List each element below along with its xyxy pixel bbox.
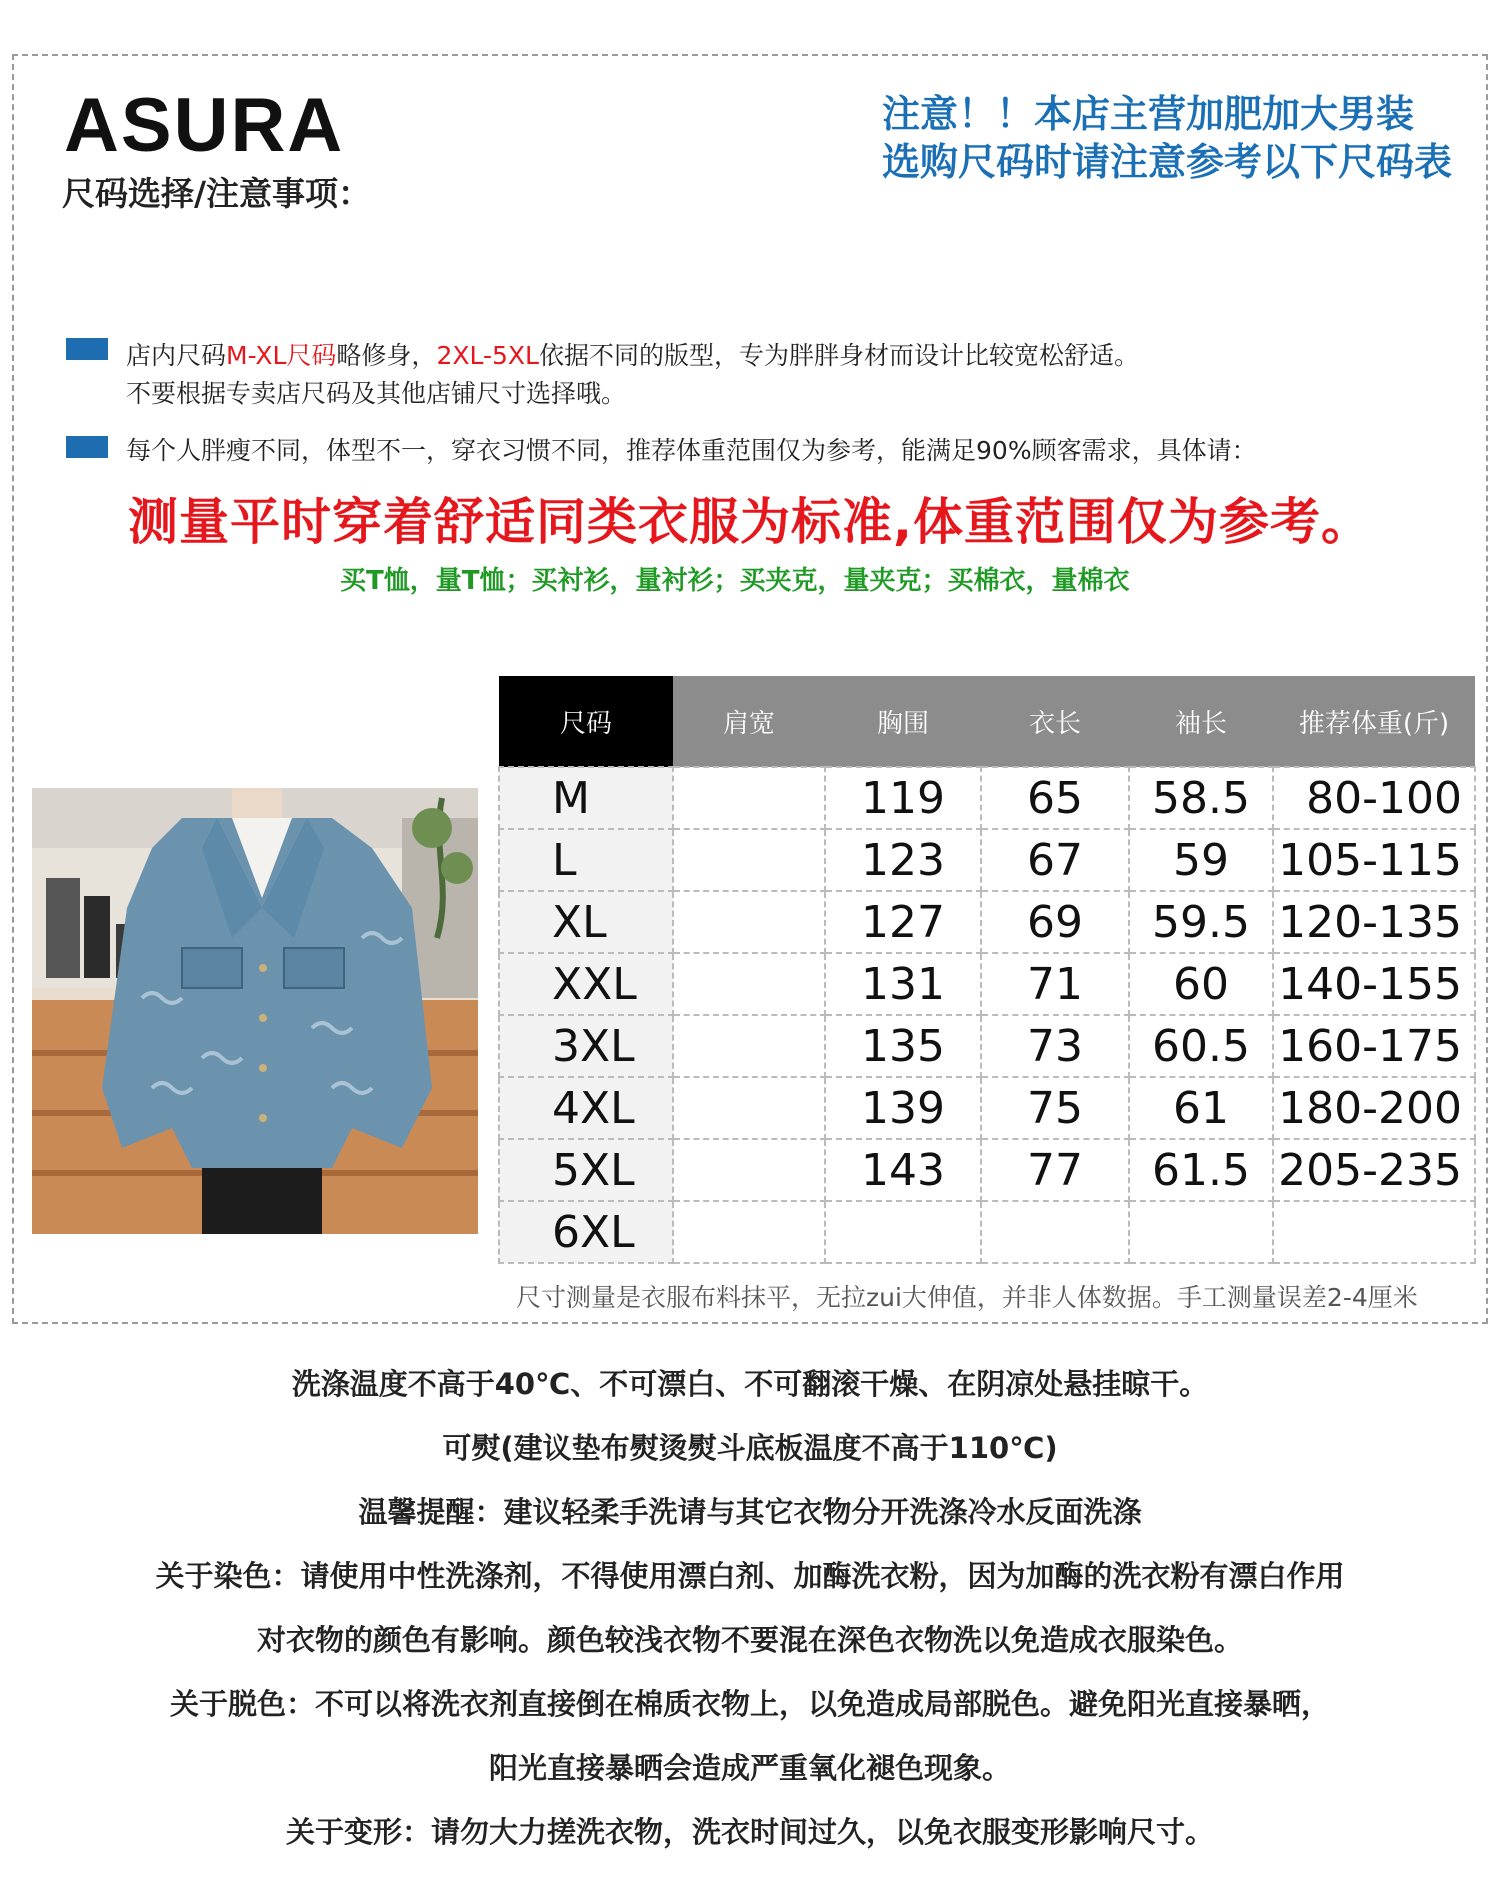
measurement-emphasis: 测量平时穿着舒适同类衣服为标准,体重范围仅为参考。 <box>128 493 1372 551</box>
cell-sleeve: 59 <box>1129 829 1273 891</box>
cell-size: M <box>499 767 673 829</box>
size-table-header <box>499 676 1475 767</box>
cell-weight: 140-155 <box>1273 953 1475 1015</box>
cell-shoulder <box>673 1139 825 1201</box>
store-notice <box>882 90 1452 186</box>
fit-text-1: 店内尺码 <box>126 341 227 370</box>
cell-shoulder <box>673 1015 825 1077</box>
care-line-4: 关于染色：请使用中性洗涤剂，不得使用漂白剂、加酶洗衣粉，因为加酶的洗衣粉有漂白作用 <box>155 1559 1345 1593</box>
table-row <box>499 1015 1475 1077</box>
cell-weight: 120-135 <box>1273 891 1475 953</box>
cell-sleeve <box>1129 1201 1273 1263</box>
cell-chest: 143 <box>825 1139 981 1201</box>
cell-chest: 119 <box>825 767 981 829</box>
care-line-5: 对衣物的颜色有影响。颜色较浅衣物不要混在深色衣物洗以免造成衣服染色。 <box>256 1623 1243 1657</box>
size-fit-note-2: 不要根据专卖店尺码及其他店铺尺寸选择哦。 <box>126 379 627 408</box>
cell-weight: 180-200 <box>1273 1077 1475 1139</box>
cell-weight: 105-115 <box>1273 829 1475 891</box>
care-line-2: 可熨(建议垫布熨烫熨斗底板温度不高于110℃) <box>442 1431 1058 1465</box>
cell-size: 6XL <box>499 1201 673 1263</box>
cell-shoulder <box>673 829 825 891</box>
product-photo <box>32 788 478 1234</box>
cell-shoulder <box>673 1077 825 1139</box>
care-line-6: 关于脱色：不可以将洗衣剂直接倒在棉质衣物上，以免造成局部脱色。避免阳光直接暴晒， <box>169 1687 1330 1721</box>
cell-length: 65 <box>981 767 1129 829</box>
table-row <box>499 1077 1475 1139</box>
cell-weight <box>1273 1201 1475 1263</box>
care-line-1: 洗涤温度不高于40℃、不可漂白、不可翻滚干燥、在阴凉处悬挂晾干。 <box>291 1367 1209 1401</box>
care-line-3: 温馨提醒：建议轻柔手洗请与其它衣物分开洗涤冷水反面洗涤 <box>358 1495 1142 1529</box>
cell-size: 3XL <box>499 1015 673 1077</box>
cell-shoulder <box>673 767 825 829</box>
table-row <box>499 891 1475 953</box>
cell-chest: 131 <box>825 953 981 1015</box>
table-row <box>499 1139 1475 1201</box>
fit-text-3: 略修身， <box>336 341 437 370</box>
denim-jacket-illustration <box>32 788 478 1234</box>
cell-length: 71 <box>981 953 1129 1015</box>
header-shoulder: 肩宽 <box>673 676 825 767</box>
cell-size: XXL <box>499 953 673 1015</box>
table-row <box>499 953 1475 1015</box>
cell-size: 5XL <box>499 1139 673 1201</box>
header-weight: 推荐体重(斤) <box>1273 676 1475 767</box>
cell-sleeve: 60 <box>1129 953 1273 1015</box>
care-line-8: 关于变形：请勿大力搓洗衣物，洗衣时间过久，以免衣服变形影响尺寸。 <box>285 1815 1214 1849</box>
cell-sleeve: 60.5 <box>1129 1015 1273 1077</box>
notice-line-2: 选购尺码时请注意参考以下尺码表 <box>881 140 1452 184</box>
cell-length: 75 <box>981 1077 1129 1139</box>
table-row <box>499 767 1475 829</box>
cell-length: 77 <box>981 1139 1129 1201</box>
cell-size: XL <box>499 891 673 953</box>
fit-text-2: M-XL尺码 <box>226 341 337 370</box>
cell-sleeve: 59.5 <box>1129 891 1273 953</box>
cell-sleeve: 61 <box>1129 1077 1273 1139</box>
notice-line-1: 注意！！本店主营加肥加大男装 <box>881 92 1414 136</box>
cell-size: 4XL <box>499 1077 673 1139</box>
page-subtitle: 尺码选择/注意事项： <box>62 174 372 213</box>
cell-sleeve: 58.5 <box>1129 767 1273 829</box>
cell-chest <box>825 1201 981 1263</box>
size-chart-table <box>498 676 1476 1264</box>
header-chest: 胸围 <box>825 676 981 767</box>
cell-weight: 160-175 <box>1273 1015 1475 1077</box>
cell-length: 73 <box>981 1015 1129 1077</box>
weight-reference-note: 每个人胖瘦不同，体型不一，穿衣习惯不同，推荐体重范围仅为参考，能满足90%顾客需求，具体请： <box>126 436 1257 465</box>
size-fit-note <box>126 336 1139 372</box>
header-length: 衣长 <box>981 676 1129 767</box>
measurement-disclaimer: 尺寸测量是衣服布料抹平，无拉zui大伸值，并非人体数据。手工测量误差2-4厘米 <box>516 1283 1418 1312</box>
cell-chest: 123 <box>825 829 981 891</box>
cell-length: 69 <box>981 891 1129 953</box>
cell-sleeve: 61.5 <box>1129 1139 1273 1201</box>
header-size: 尺码 <box>499 676 673 767</box>
cell-chest: 135 <box>825 1015 981 1077</box>
cell-shoulder <box>673 953 825 1015</box>
fit-text-5: 依据不同的版型，专为胖胖身材而设计比较宽松舒适。 <box>538 341 1139 370</box>
bullet-marker-1 <box>66 338 108 360</box>
measurement-guide: 买T恤，量T恤；买衬衫，量衬衫；买夹克，量夹克；买棉衣，量棉衣 <box>340 566 1130 596</box>
brand-logo: ASURA <box>64 83 345 168</box>
cell-chest: 127 <box>825 891 981 953</box>
cell-chest: 139 <box>825 1077 981 1139</box>
fit-text-4: 2XL-5XL <box>436 341 539 370</box>
table-row <box>499 1201 1475 1263</box>
cell-weight: 80-100 <box>1273 767 1475 829</box>
cell-length: 67 <box>981 829 1129 891</box>
cell-shoulder <box>673 1201 825 1263</box>
cell-size: L <box>499 829 673 891</box>
header-sleeve: 袖长 <box>1129 676 1273 767</box>
care-line-7: 阳光直接暴晒会造成严重氧化褪色现象。 <box>488 1751 1011 1785</box>
bullet-marker-2 <box>66 436 108 458</box>
cell-weight: 205-235 <box>1273 1139 1475 1201</box>
cell-length <box>981 1201 1129 1263</box>
cell-shoulder <box>673 891 825 953</box>
table-row <box>499 829 1475 891</box>
